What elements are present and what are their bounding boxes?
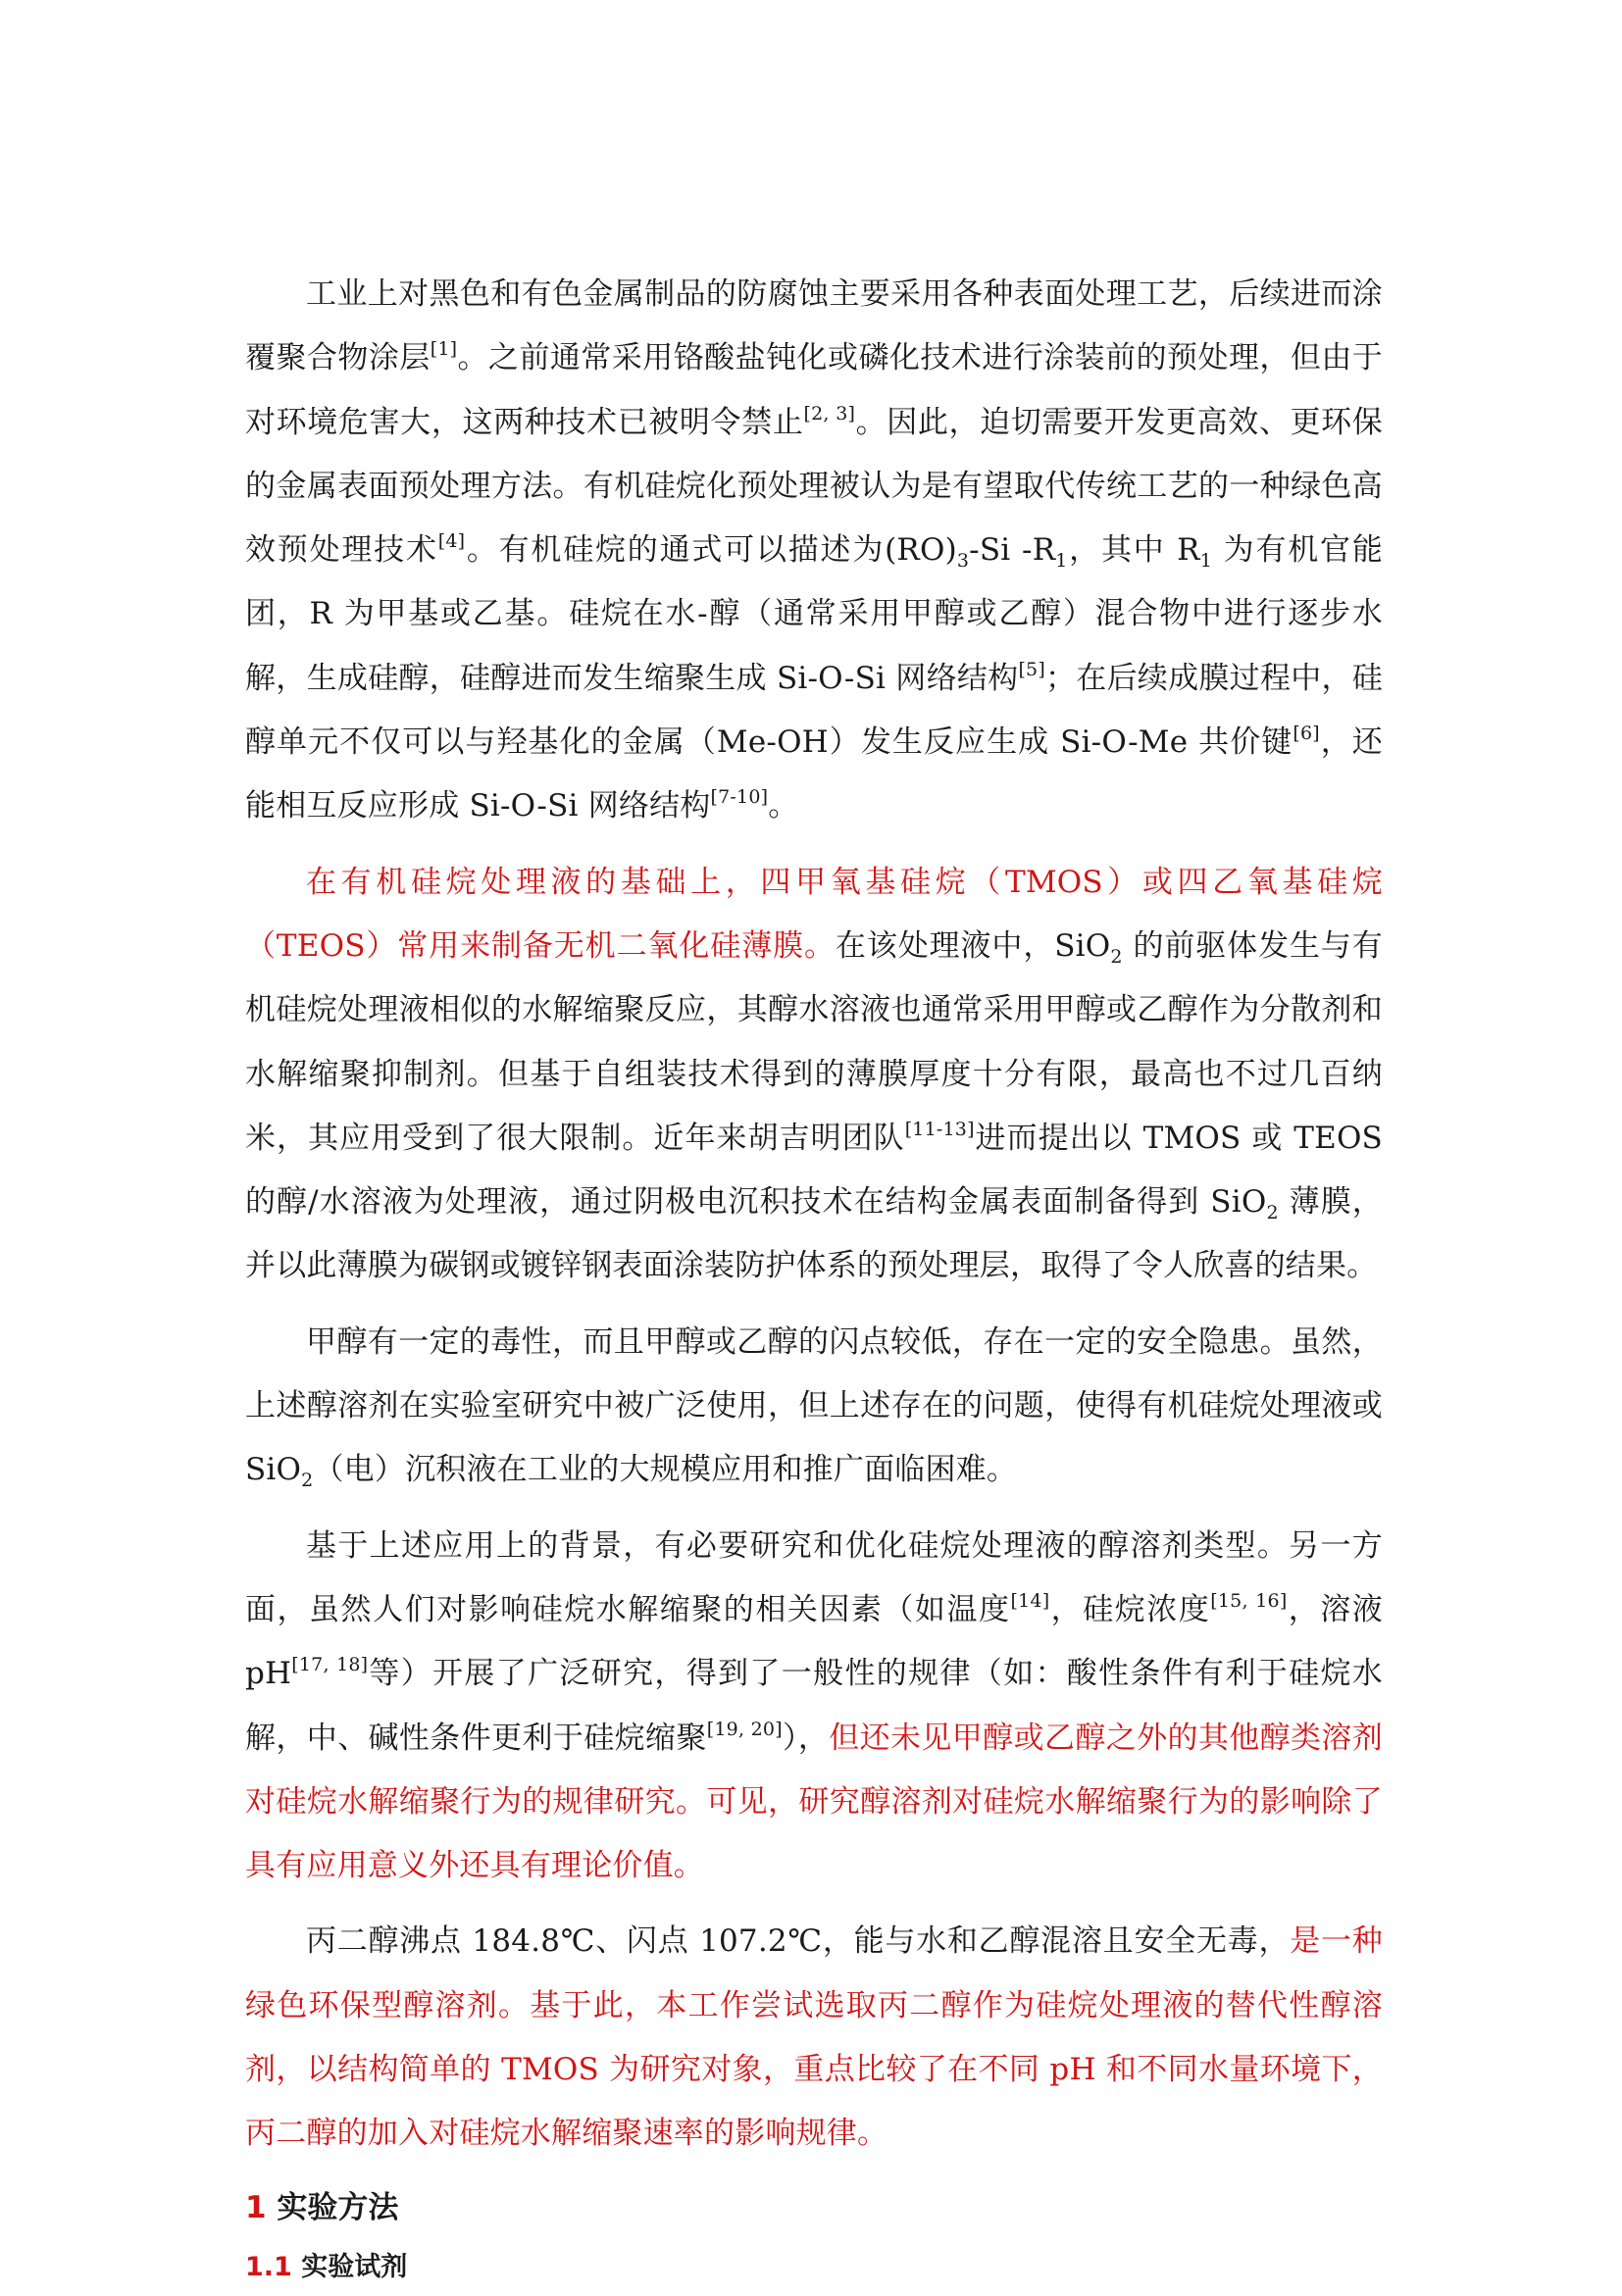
text-run: -Si -R <box>969 532 1056 569</box>
citation-ref: [7-10] <box>710 786 769 809</box>
paragraph <box>245 851 1383 1299</box>
text-run: 等）开展了广泛研究，得到了一般性的规律（如：酸性条件有利于硅烷水解，中、碱性条件更利于硅烷缩聚 <box>245 1656 1383 1756</box>
subscript: 2 <box>1110 945 1123 968</box>
paragraph <box>245 1311 1383 1503</box>
text-run: 进而提出以 TMOS 或 TEOS 的醇/水溶液为处理液，通过阴极电沉积技术在结构金属表面制备得到 SiO <box>245 1120 1383 1221</box>
text-run: ；在后续成膜过程中，硅醇单元不仅可以与羟基化的金属（Me-OH）发生反应生成 Si-O-Me 共价键 <box>245 660 1383 761</box>
text-run: （电）沉积液在工业的大规模应用和推广面临困难。 <box>313 1452 1018 1488</box>
citation-ref: [19, 20] <box>706 1718 783 1740</box>
citation-ref: [6] <box>1293 723 1320 745</box>
text-run: ，其中 R <box>1067 532 1200 569</box>
text-run: 为有机官能团，R 为甲基或乙基。硅烷在水-醇（通常采用甲醇或乙醇）混合物中进行逐步水解，生成硅醇，硅醇进而发生缩聚生成 Si-O-Si 网络结构 <box>245 532 1384 696</box>
highlighted-text: 是一种绿色环保型醇溶剂。基于此，本工作尝试选取丙二醇作为硅烷处理液的替代性醇溶剂，以结构简单的 TMOS 为研究对象，重点比较了在不同 pH 和不同水量环境下，丙二醇的加入对硅烷水解缩聚速率的影响规律。 <box>245 1923 1383 2152</box>
section-title: 实验方法 <box>277 2189 399 2225</box>
subscript: 2 <box>301 1470 314 1492</box>
subsection-number: 1.1 <box>245 2251 292 2282</box>
citation-ref: [11-13] <box>904 1118 975 1140</box>
text-run: 工业上对黑色和有色金属制品的防腐蚀主要采用各种表面处理工艺，后续进而涂覆聚合物涂层 <box>245 276 1383 376</box>
text-run: 的前驱体发生与有机硅烷处理液相似的水解缩聚反应，其醇水溶液也通常采用甲醇或乙醇作为分散剂和水解缩聚抑制剂。但基于自组装技术得到的薄膜厚度十分有限，最高也不过几百纳米，其应用受到了很大限制。近年来胡吉明团队 <box>245 927 1383 1156</box>
highlighted-text: 在有机硅烷处理液的基础上，四甲氧基硅烷（TMOS）或四乙氧基硅烷（TEOS）常用来制备无机二氧化硅薄膜。 <box>245 864 1383 964</box>
citation-ref: [17, 18] <box>291 1654 369 1676</box>
subsection-heading <box>245 2239 1383 2296</box>
highlighted-text: 但还未见甲醇或乙醇之外的其他醇类溶剂对硅烷水解缩聚行为的规律研究。可见，研究醇溶剂对硅烷水解缩聚行为的影响除了具有应用意义外还具有理论价值。 <box>245 1720 1383 1884</box>
subscript: 1 <box>1055 550 1068 573</box>
text-run: 甲醇有一定的毒性，而且甲醇或乙醇的闪点较低，存在一定的安全隐患。虽然，上述醇溶剂在实验室研究中被广泛使用，但上述存在的问题，使得有机硅烷处理液或 SiO <box>245 1323 1383 1488</box>
citation-ref: [14] <box>1010 1589 1050 1612</box>
section-heading <box>245 2176 1383 2239</box>
subscript: 1 <box>1199 550 1213 573</box>
paragraph <box>245 1910 1383 2166</box>
text-run: ，溶液 pH <box>245 1591 1383 1692</box>
text-run: 在该处理液中，SiO <box>835 927 1111 964</box>
section-number: 1 <box>245 2189 267 2225</box>
text-run: 丙二醇沸点 184.8℃、闪点 107.2℃，能与水和乙醇混溶且安全无毒， <box>306 1923 1291 1960</box>
subscript: 2 <box>1266 1202 1279 1224</box>
paragraph <box>245 263 1383 839</box>
body-text <box>245 263 1383 2296</box>
text-run: ，还能相互反应形成 Si-O-Si 网络结构 <box>245 724 1383 824</box>
citation-ref: [5] <box>1018 658 1045 680</box>
text-run: ）， <box>782 1720 830 1756</box>
subscript: 3 <box>956 550 970 573</box>
citation-ref: [15, 16] <box>1210 1589 1288 1612</box>
text-run: 。因此，迫切需要开发更高效、更环保的金属表面预处理方法。有机硅烷化预处理被认为是有望取代传统工艺的一种绿色高效预处理技术 <box>245 404 1383 569</box>
paragraph <box>245 1515 1383 1899</box>
text-run: 基于上述应用上的背景，有必要研究和优化硅烷处理液的醇溶剂类型。另一方面，虽然人们对影响硅烷水解缩聚的相关因素（如温度 <box>245 1527 1383 1627</box>
citation-ref: [2, 3] <box>803 402 856 424</box>
citation-ref: [4] <box>437 530 466 553</box>
text-run: ，硅烷浓度 <box>1049 1591 1211 1627</box>
text-run: 。之前通常采用铬酸盐钝化或磷化技术进行涂装前的预处理，但由于对环境危害大，这两种技术已被明令禁止 <box>245 340 1383 440</box>
text-run: 。 <box>768 788 799 824</box>
subsection-title: 实验试剂 <box>301 2251 408 2282</box>
text-run: 薄膜，并以此薄膜为碳钢或镀锌钢表面涂装防护体系的预处理层，取得了令人欣喜的结果。 <box>245 1184 1383 1284</box>
citation-ref: [1] <box>430 338 458 361</box>
text-run: 。有机硅烷的通式可以描述为(RO) <box>465 532 957 569</box>
